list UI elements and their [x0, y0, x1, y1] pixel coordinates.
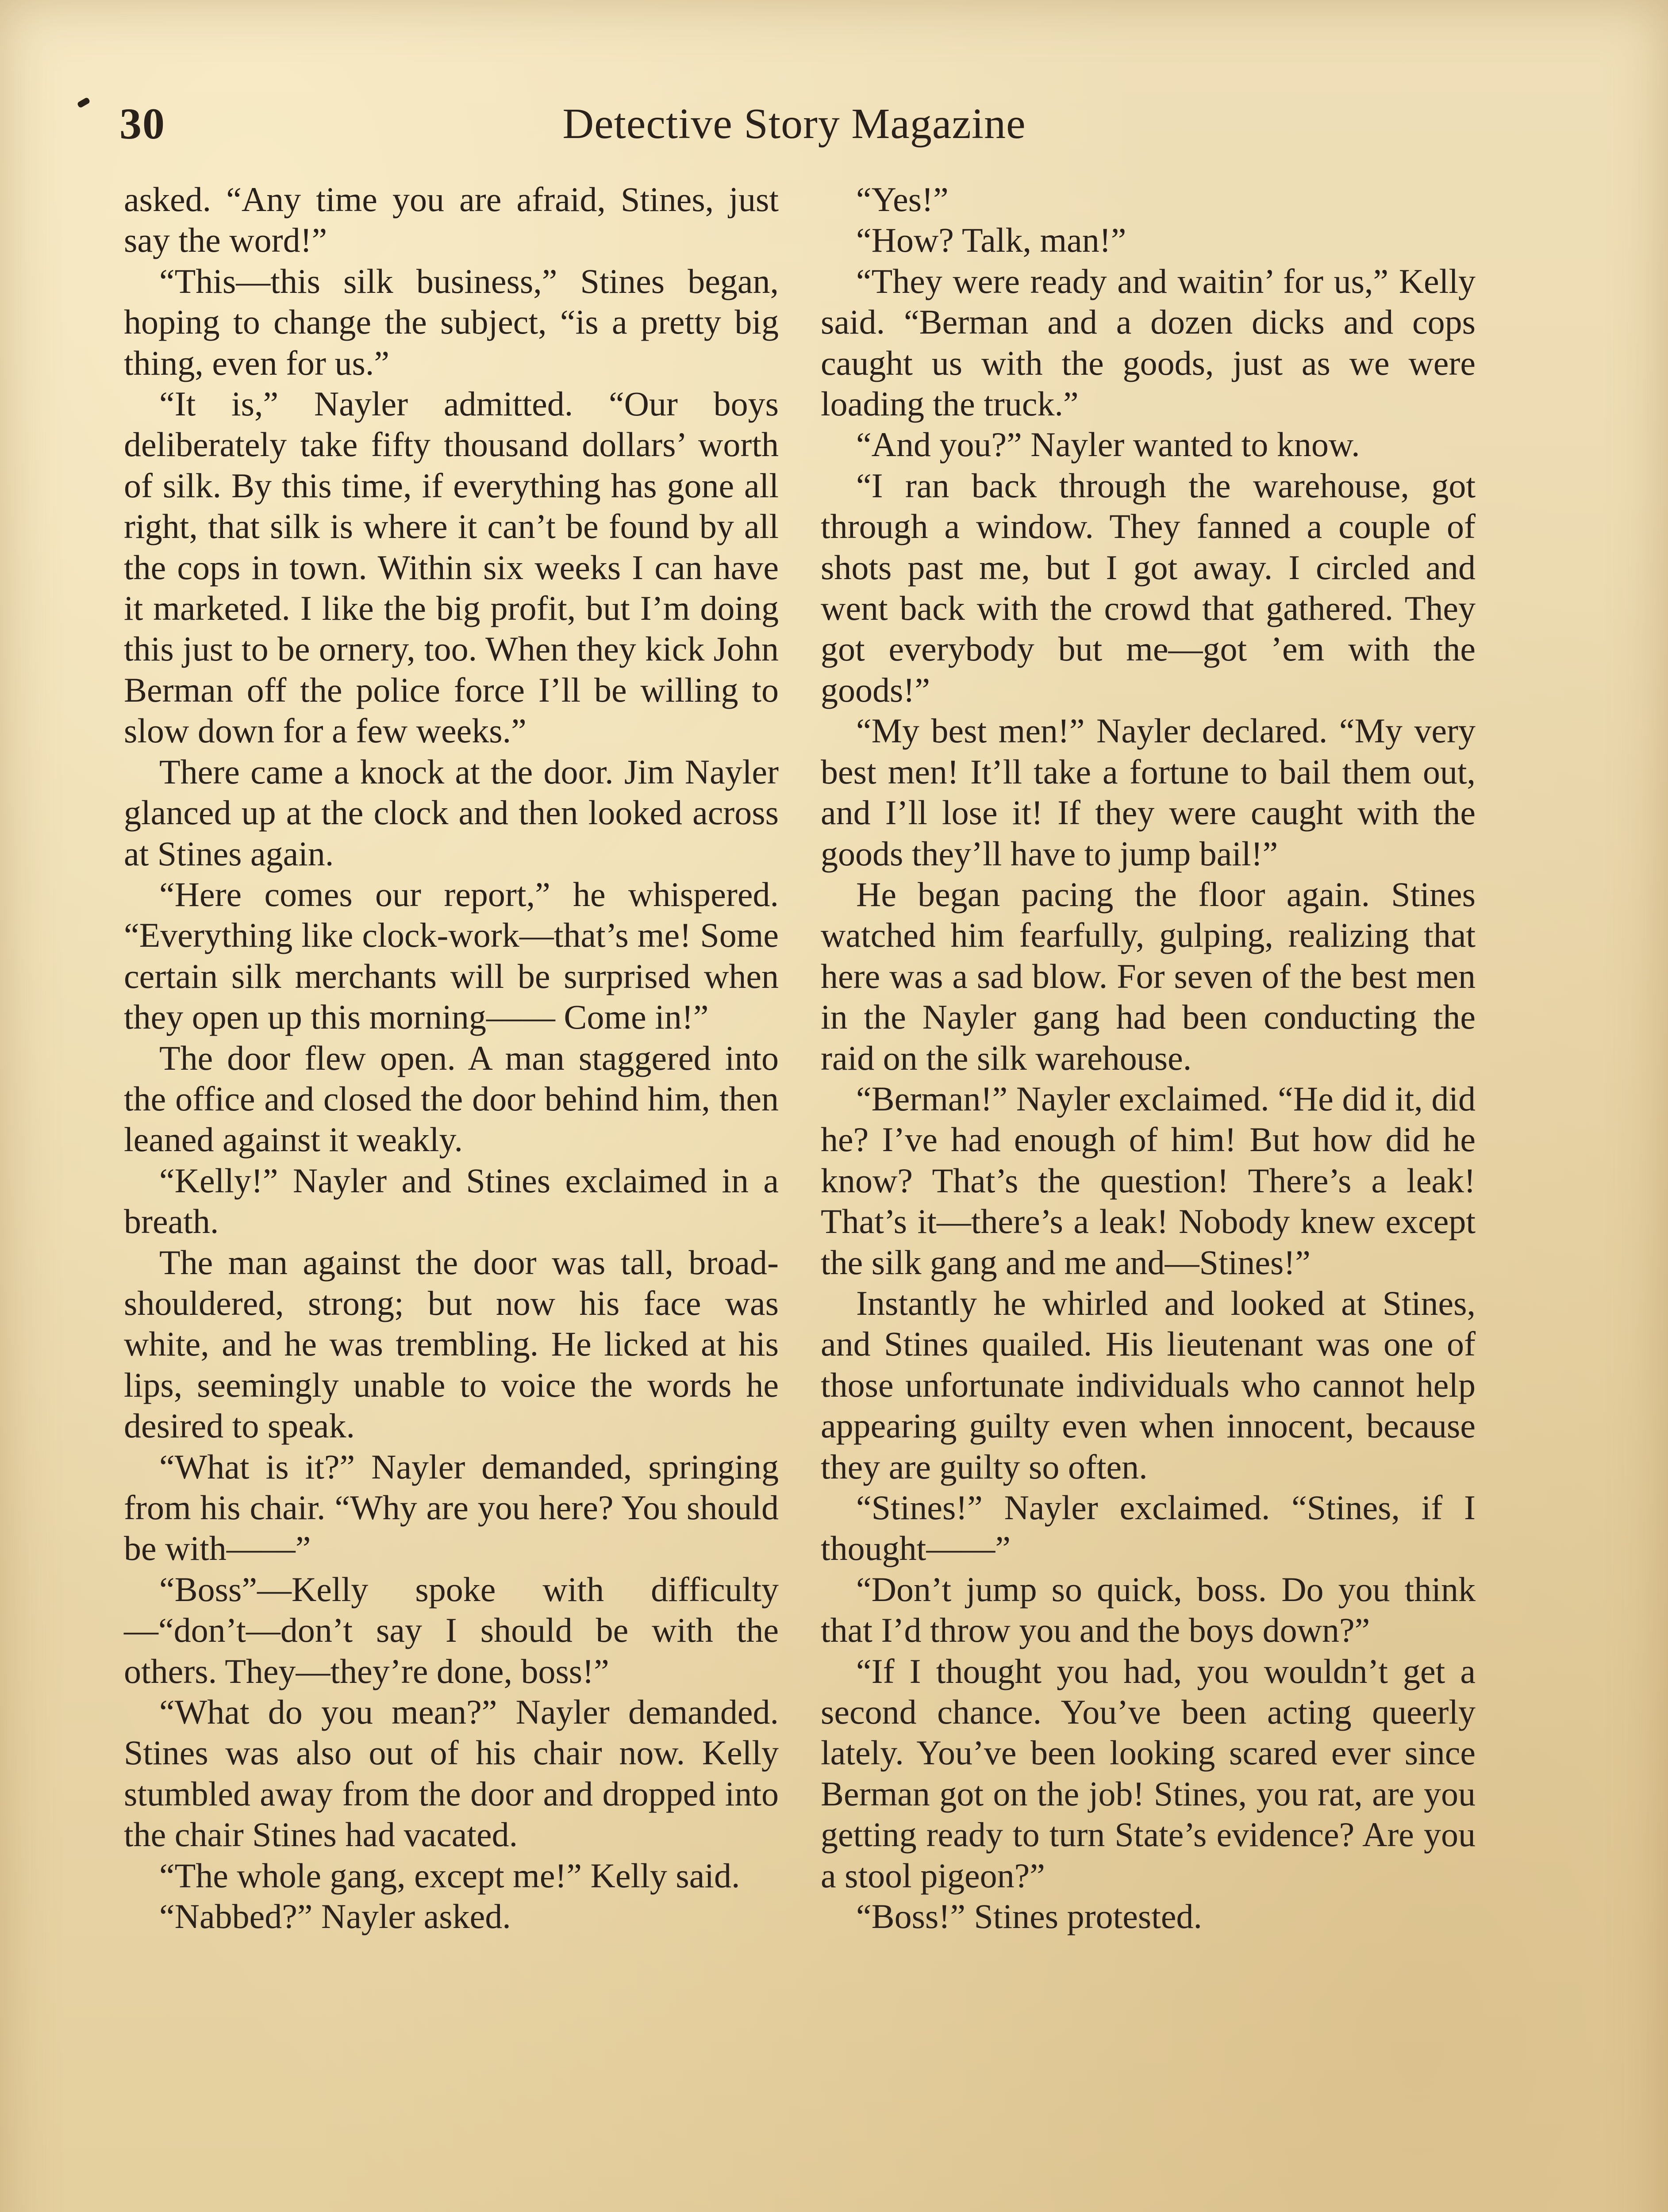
- paragraph: “It is,” Nayler admitted. “Our boys deliberately take fifty thousand dollars’ worth of silk. By this time, if everything has gone all right, that silk is where it can’t be found by all the cops in town. Within six weeks I can have it marketed. I like the big profit, but I’m doing this just to be ornery, too. When they kick John Berman off the police force I’ll be willing to slow down for a few weeks.”: [124, 384, 779, 750]
- text-column-right: [821, 179, 1476, 1937]
- paragraph: He began pacing the floor again. Stines watched him fearfully, gulping, realizing that here was a sad blow. For seven of the best men in the Nayler gang had been conducting the raid on the silk warehouse.: [821, 875, 1476, 1077]
- running-title: Detective Story Magazine: [562, 100, 1026, 148]
- paragraph: “This—this silk business,” Stines began, hoping to change the subject, “is a pretty big thing, even for us.”: [124, 261, 779, 382]
- paragraph: “And you?” Nayler wanted to know.: [856, 425, 1360, 464]
- paragraph: “Yes!”: [856, 180, 949, 219]
- paragraph: “I ran back through the warehouse, got through a window. They fanned a couple of shots past me, but I got away. I circled and went back with the crowd that gathered. They got everybody but me—got ’em with the goods!”: [821, 466, 1476, 709]
- paragraph: “The whole gang, except me!” Kelly said.: [159, 1856, 740, 1895]
- paragraph: “How? Talk, man!”: [856, 221, 1126, 260]
- text-column-left: [124, 179, 779, 1937]
- page-header: [0, 91, 1668, 161]
- paragraph: “Boss”—Kelly spoke with difficulty—“don’t—don’t say I should be with the others. They—they’re done, boss!”: [124, 1570, 779, 1690]
- paragraph: The man against the door was tall, broad-shouldered, strong; but now his face was white, and he was trembling. He licked at his lips, seemingly unable to voice the words he desired to speak.: [124, 1243, 779, 1445]
- paragraph: “They were ready and waitin’ for us,” Kelly said. “Berman and a dozen dicks and cops caught us with the goods, just as we were loading the truck.”: [821, 261, 1476, 423]
- paragraph: “Don’t jump so quick, boss. Do you think that I’d throw you and the boys down?”: [821, 1570, 1476, 1650]
- paragraph: “If I thought you had, you wouldn’t get a second chance. You’ve been acting queerly lately. You’ve been looking scared ever since Berman got on the job! Stines, you rat, are you getting ready to turn State’s evidence? Are you a stool pigeon?”: [821, 1651, 1476, 1895]
- paragraph: “Berman!” Nayler exclaimed. “He did it, did he? I’ve had enough of him! But how did he know? That’s the question! There’s a leak! That’s it—there’s a leak! Nobody knew except the silk gang and me and—Stines!”: [821, 1079, 1476, 1282]
- paragraph: “Here comes our report,” he whispered. “Everything like clock-work—that’s me! Some certain silk merchants will be surprised when they open up this morning—— Come in!”: [124, 875, 779, 1037]
- paragraph: “Stines!” Nayler exclaimed. “Stines, if I thought——”: [821, 1488, 1476, 1568]
- paragraph: “Nabbed?” Nayler asked.: [159, 1897, 511, 1936]
- paragraph: The door flew open. A man staggered into the office and closed the door behind him, then leaned against it weakly.: [124, 1038, 779, 1159]
- paragraph: asked. “Any time you are afraid, Stines, just say the word!”: [124, 180, 779, 260]
- paragraph: “What do you mean?” Nayler demanded. Stines was also out of his chair now. Kelly stumbled away from the door and dropped into the chair Stines had vacated.: [124, 1693, 779, 1854]
- paragraph: “What is it?” Nayler demanded, springing from his chair. “Why are you here? You should be with——”: [124, 1447, 779, 1568]
- page-number: 30: [119, 99, 165, 148]
- paragraph: There came a knock at the door. Jim Nayler glanced up at the clock and then looked across at Stines again.: [124, 752, 779, 873]
- paragraph: “Boss!” Stines protested.: [856, 1897, 1203, 1936]
- paragraph: Instantly he whirled and looked at Stines, and Stines quailed. His lieutenant was one of those unfortunate individuals who cannot help appearing guilty even when innocent, because they are guilty so often.: [821, 1283, 1476, 1486]
- paragraph: “My best men!” Nayler declared. “My very best men! It’ll take a fortune to bail them out, and I’ll lose it! If they were caught with the goods they’ll have to jump bail!”: [821, 711, 1476, 873]
- paragraph: “Kelly!” Nayler and Stines exclaimed in a breath.: [124, 1161, 779, 1241]
